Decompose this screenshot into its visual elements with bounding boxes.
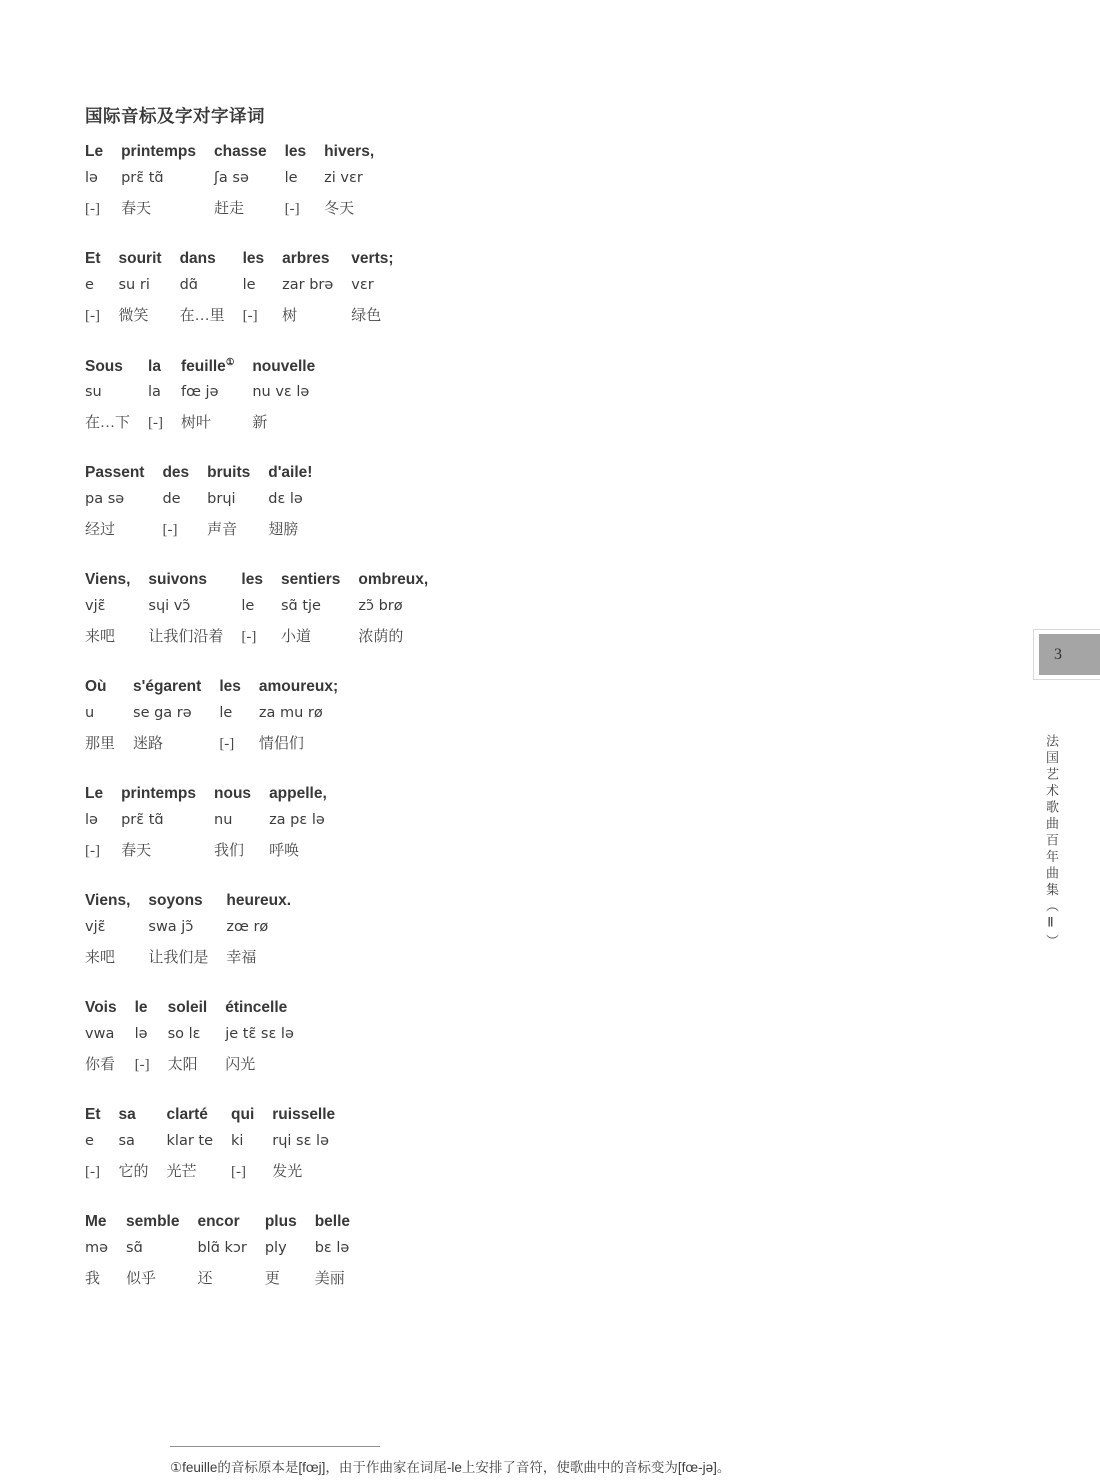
chinese-line-word: 迷路: [133, 736, 164, 752]
french-line-word: ruisselle: [272, 1106, 336, 1123]
ipa-line-word: nu vɛ lə: [252, 384, 310, 400]
chinese-line-word: 来吧: [85, 629, 116, 645]
ipa-line: [85, 277, 412, 304]
chinese-line-word: [-]: [242, 308, 258, 324]
ipa-line-word: le: [284, 170, 298, 186]
french-line-word: les: [242, 250, 265, 267]
french-line-word: suivons: [148, 571, 207, 588]
chinese-line: [85, 411, 333, 438]
ipa-line-word: klar te: [166, 1133, 214, 1149]
page-number-tab: [1033, 629, 1100, 680]
chinese-line: [85, 732, 356, 759]
ipa-line-word: sa: [118, 1133, 135, 1149]
french-line-word: les: [219, 678, 241, 695]
chinese-line: [85, 625, 446, 652]
chinese-line-word: [-]: [85, 201, 100, 217]
french-line-word: Viens,: [85, 892, 131, 909]
chinese-line-word: [-]: [162, 522, 178, 538]
page-number-tab-inner: [1039, 634, 1100, 675]
chinese-line-word: 经过: [85, 522, 116, 538]
ipa-line-word: e: [85, 277, 94, 293]
french-line-word: ombreux,: [358, 571, 429, 588]
page-title: 国际音标及字对字译词: [85, 106, 265, 126]
ipa-line-word: lə: [134, 1026, 148, 1042]
ipa-line-word: swa jɔ̃: [148, 919, 194, 935]
french-line-word: Le: [85, 143, 104, 160]
chinese-line-word: 美丽: [314, 1271, 345, 1287]
ipa-line-word: za pɛ lə: [269, 812, 325, 828]
chinese-line-word: 冬天: [324, 201, 355, 217]
ipa-line: [85, 1240, 368, 1267]
chinese-line-word: 来吧: [85, 950, 116, 966]
ipa-line: [85, 919, 309, 946]
french-line-word: sourit: [118, 250, 162, 267]
french-line-word: la: [148, 358, 161, 376]
ipa-line-word: bɛ lə: [314, 1240, 350, 1256]
ipa-line: [85, 491, 330, 518]
ipa-line-word: zi vɛr: [324, 170, 363, 186]
french-line-word: amoureux;: [258, 678, 339, 695]
french-line-word: Passent: [85, 464, 145, 481]
french-line-word: appelle,: [269, 785, 327, 802]
ipa-line: [85, 812, 345, 839]
ipa-line-word: vjɛ̃: [85, 598, 106, 614]
chinese-line-word: 新: [252, 415, 268, 431]
stanza: [85, 892, 309, 973]
chinese-line-word: 那里: [85, 736, 116, 752]
chinese-line-word: 它的: [118, 1164, 149, 1180]
chinese-line-word: [-]: [85, 1164, 100, 1180]
french-line-word: sa: [118, 1106, 136, 1123]
chinese-line-word: 情侣们: [258, 736, 304, 752]
french-line-word: clarté: [166, 1106, 208, 1123]
ipa-line-word: dɑ̃: [179, 277, 198, 293]
ipa-line-word: zœ rø: [226, 919, 269, 935]
chinese-line: [85, 197, 392, 224]
french-line-word: bruits: [207, 464, 251, 481]
chinese-line-word: 赶走: [214, 201, 245, 217]
ipa-line: [85, 384, 333, 411]
french-line-word: nouvelle: [252, 358, 316, 376]
french-line-word: plus: [264, 1213, 297, 1230]
chinese-line-word: 在…下: [85, 415, 131, 431]
chinese-line-word: 浓荫的: [358, 629, 404, 645]
ipa-line-word: brɥi: [207, 491, 236, 507]
ipa-line-word: le: [242, 277, 256, 293]
french-line: [85, 999, 312, 1026]
french-line: [85, 892, 309, 919]
french-line-word: feuille①: [181, 357, 235, 376]
ipa-line-word: vwa: [85, 1026, 115, 1042]
chinese-line-word: 声音: [207, 522, 238, 538]
chinese-line: [85, 1053, 312, 1080]
ipa-line-word: ki: [231, 1133, 244, 1149]
ipa-line-word: so lɛ: [167, 1026, 201, 1042]
ipa-line-word: blɑ̃ kɔr: [197, 1240, 247, 1256]
chinese-line: [85, 304, 412, 331]
french-line-word: soyons: [148, 892, 203, 909]
lyrics-content: [85, 103, 731, 1475]
ipa-line-word: u: [85, 705, 95, 721]
chinese-line-word: 树: [282, 308, 298, 324]
chinese-line: [85, 1160, 353, 1187]
chinese-line-word: 太阳: [167, 1057, 198, 1073]
stanza: [85, 785, 345, 866]
french-line-word: étincelle: [225, 999, 288, 1016]
chinese-line-word: 光芒: [166, 1164, 197, 1180]
chinese-line-word: 绿色: [351, 308, 382, 324]
french-line: [85, 143, 392, 170]
chinese-line-word: 春天: [121, 201, 152, 217]
ipa-line: [85, 1133, 353, 1160]
chinese-line-word: [-]: [241, 629, 257, 645]
chinese-line-word: 让我们是: [148, 950, 209, 966]
ipa-line-word: su ri: [118, 277, 150, 293]
french-line-word: Le: [85, 785, 104, 802]
ipa-line-word: je tɛ̃ sɛ lə: [225, 1026, 294, 1042]
chinese-line-word: [-]: [85, 308, 100, 324]
ipa-line-word: mə: [85, 1240, 109, 1256]
stanza: [85, 1213, 368, 1294]
french-line-word: nous: [214, 785, 252, 802]
ipa-line-word: su: [85, 384, 102, 400]
french-line-word: Viens,: [85, 571, 131, 588]
chinese-line: [85, 1267, 368, 1294]
ipa-line-word: ʃa sə: [214, 170, 249, 186]
chinese-line-word: 更: [264, 1271, 280, 1287]
chinese-line: [85, 518, 330, 545]
book-title-vertical: 法国艺术歌曲百年曲集（Ⅱ）: [1044, 734, 1059, 951]
ipa-line-word: le: [241, 598, 255, 614]
chinese-line-word: [-]: [148, 415, 164, 431]
chinese-line-word: [-]: [85, 843, 100, 859]
ipa-line-word: vɛr: [351, 277, 374, 293]
chinese-line-word: 我们: [214, 843, 245, 859]
ipa-line-word: rɥi sɛ lə: [272, 1133, 330, 1149]
ipa-line-word: nu: [214, 812, 233, 828]
ipa-line-word: de: [162, 491, 181, 507]
ipa-line-word: lə: [85, 812, 98, 828]
french-line: [85, 571, 446, 598]
french-line-word: Sous: [85, 358, 123, 376]
chinese-line: [85, 839, 345, 866]
stanza: [85, 999, 312, 1080]
french-line: [85, 678, 356, 705]
ipa-line-word: la: [148, 384, 161, 400]
ipa-line-word: za mu rø: [258, 705, 323, 721]
chinese-line-word: 让我们沿着: [148, 629, 224, 645]
chinese-line-word: 幸福: [226, 950, 257, 966]
chinese-line-word: 发光: [272, 1164, 303, 1180]
french-line-word: les: [284, 143, 307, 160]
chinese-line: [85, 946, 309, 973]
ipa-line-word: prɛ̃ tɑ̃: [121, 812, 164, 828]
chinese-line-word: 你看: [85, 1057, 116, 1073]
french-line-word: Me: [85, 1213, 107, 1230]
chinese-line-word: 在…里: [179, 308, 225, 324]
french-line-word: Et: [85, 1106, 101, 1123]
chinese-line-word: 树叶: [181, 415, 212, 431]
chinese-line-word: 呼唤: [269, 843, 300, 859]
french-line-word: Et: [85, 250, 101, 267]
ipa-line-word: dɛ lə: [268, 491, 303, 507]
french-line-word: sentiers: [280, 571, 341, 588]
french-line-word: soleil: [167, 999, 208, 1016]
chinese-line-word: 春天: [121, 843, 152, 859]
french-line-word: des: [162, 464, 190, 481]
french-line-word: hivers,: [324, 143, 375, 160]
ipa-line-word: sɥi vɔ̃: [148, 598, 191, 614]
footnote-marker: ①: [225, 357, 235, 368]
ipa-line-word: le: [219, 705, 233, 721]
french-line-word: s'égarent: [133, 678, 202, 695]
french-line-word: encor: [197, 1213, 240, 1230]
footnote-divider: [170, 1446, 380, 1447]
ipa-line: [85, 170, 392, 197]
french-line-word: arbres: [282, 250, 330, 267]
stanza: [85, 250, 412, 331]
chinese-line-word: [-]: [134, 1057, 150, 1073]
stanza-list: [85, 143, 446, 1294]
ipa-line-word: sɑ̃ tje: [280, 598, 321, 614]
french-line-word: d'aile!: [268, 464, 313, 481]
ipa-line-word: se ga rə: [133, 705, 192, 721]
french-line-word: le: [134, 999, 148, 1016]
ipa-line-word: e: [85, 1133, 94, 1149]
ipa-line-word: zɔ̃ brø: [358, 598, 403, 614]
french-line-word: Où: [85, 678, 107, 695]
french-line: [85, 250, 412, 277]
ipa-line-word: sɑ̃: [126, 1240, 143, 1256]
ipa-line-word: pa sə: [85, 491, 125, 507]
chinese-line-word: 闪光: [225, 1057, 256, 1073]
french-line-word: qui: [231, 1106, 255, 1123]
french-line: [85, 357, 333, 384]
french-line-word: dans: [179, 250, 216, 267]
ipa-line-word: vjɛ̃: [85, 919, 106, 935]
french-line-word: semble: [126, 1213, 180, 1230]
french-line-word: chasse: [214, 143, 267, 160]
french-line-word: les: [241, 571, 263, 588]
chinese-line-word: 我: [85, 1271, 101, 1287]
ipa-line: [85, 705, 356, 732]
stanza: [85, 143, 392, 224]
ipa-line: [85, 598, 446, 625]
stanza: [85, 678, 356, 759]
stanza: [85, 464, 330, 545]
chinese-line-word: [-]: [219, 736, 235, 752]
chinese-line-word: 微笑: [118, 308, 149, 324]
french-line: [85, 1106, 353, 1133]
stanza: [85, 357, 333, 438]
french-line: [85, 1213, 368, 1240]
french-line-word: Vois: [85, 999, 117, 1016]
ipa-line-word: prɛ̃ tɑ̃: [121, 170, 164, 186]
footnote: [170, 1446, 990, 1476]
chinese-line-word: [-]: [284, 201, 300, 217]
chinese-line-word: 小道: [280, 629, 311, 645]
french-line: [85, 785, 345, 812]
ipa-line-word: zar brə: [282, 277, 334, 293]
ipa-line-word: lə: [85, 170, 98, 186]
french-line-word: printemps: [121, 143, 197, 160]
footnote-text: ①feuille的音标原本是[fœj]，由于作曲家在词尾-le上安排了音符，使歌曲中的音标变为[fœ-jə]。: [170, 1460, 731, 1475]
ipa-line-word: fœ jə: [181, 384, 219, 400]
french-line-word: belle: [314, 1213, 351, 1230]
stanza: [85, 1106, 353, 1187]
french-line-word: printemps: [121, 785, 197, 802]
chinese-line-word: 还: [197, 1271, 213, 1287]
chinese-line-word: [-]: [231, 1164, 247, 1180]
french-line-word: verts;: [351, 250, 394, 267]
ipa-line-word: ply: [264, 1240, 287, 1256]
french-line: [85, 464, 330, 491]
chinese-line-word: 翅膀: [268, 522, 299, 538]
page-number: 3: [1054, 645, 1062, 663]
ipa-line: [85, 1026, 312, 1053]
chinese-line-word: 似乎: [126, 1271, 157, 1287]
french-line-word: heureux.: [226, 892, 292, 909]
stanza: [85, 571, 446, 652]
